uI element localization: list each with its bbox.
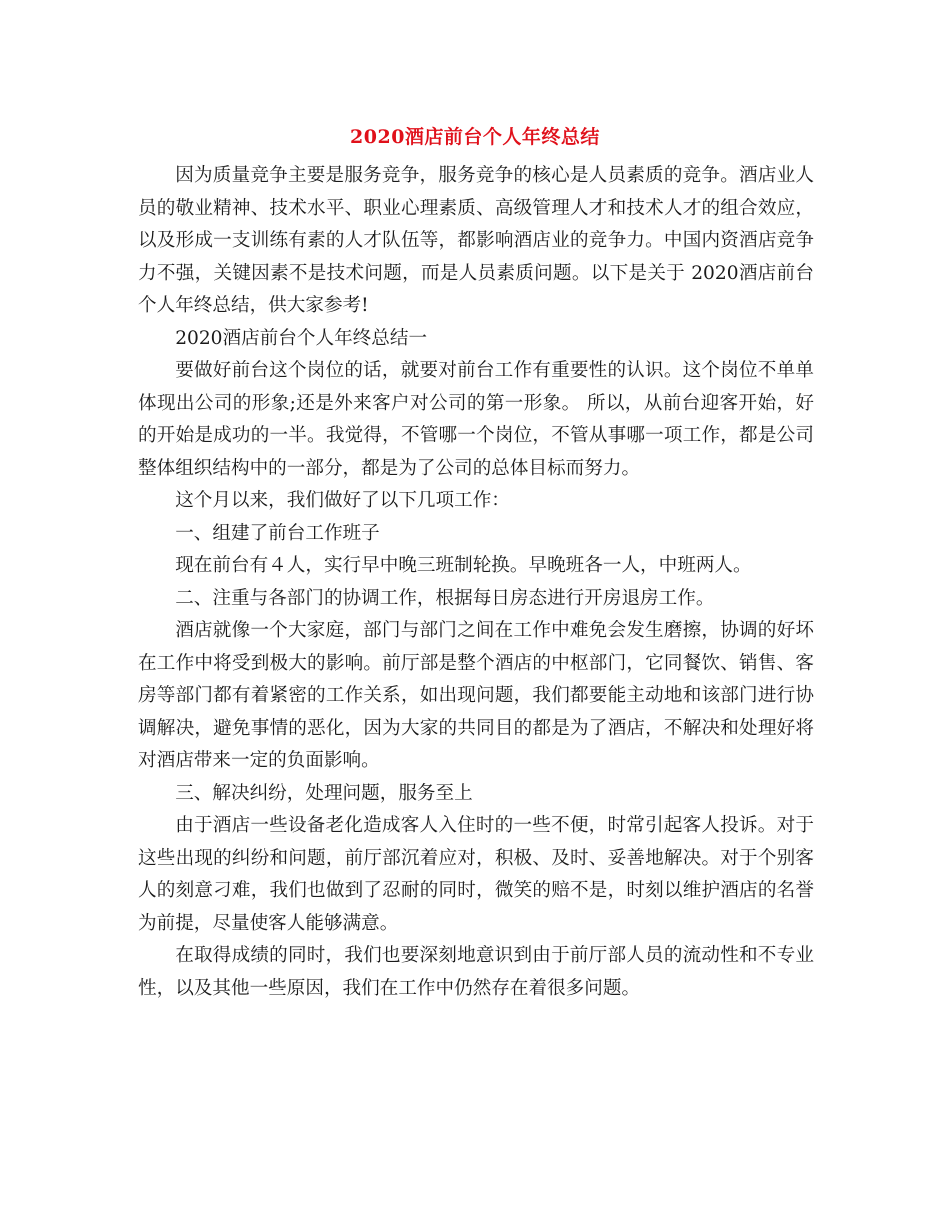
paragraph-intro: 因为质量竞争主要是服务竞争，服务竞争的核心是人员素质的竞争。酒店业人员的敬业精神、技术水平、职业心理素质、高级管理人才和技术人才的组合效应，以及形成一支训练有素的人才队伍等，都影响酒店业的竞争力。中国内资酒店竞争力不强，关键因素不是技术问题，而是人员素质问题。以下是关于 2020酒店前台个人年终总结，供大家参考!	[138, 165, 814, 316]
paragraph-work-intro: 这个月以来，我们做好了以下几项工作：	[175, 490, 510, 511]
paragraph-coordination: 酒店就像一个大家庭，部门与部门之间在工作中难免会发生磨擦，协调的好坏在工作中将受到极大的影响。前厅部是整个酒店的中枢部门，它同餐饮、销售、客房等部门都有着紧密的工作关系，如出现问题，我们都要能主动地和该部门进行协调解决，避免事情的恶化，因为大家的共同目的都是为了酒店，不解决和处理好将对酒店带来一定的负面影响。	[138, 620, 814, 771]
heading-item-two: 二、注重与各部门的协调工作，根据每日房态进行开房退房工作。	[175, 587, 715, 609]
heading-item-three: 三、解决纠纷，处理问题，服务至上	[175, 782, 473, 804]
paragraph-staffing: 现在前台有４人，实行早中晚三班制轮换。早晚班各一人，中班两人。	[175, 555, 752, 576]
document-title: 2020酒店前台个人年终总结	[350, 126, 600, 148]
document-body	[138, 160, 814, 1005]
heading-item-one: 一、组建了前台工作班子	[175, 522, 380, 544]
section-heading-summary-one: 2020酒店前台个人年终总结一	[175, 327, 428, 349]
paragraph-problems: 在取得成绩的同时，我们也要深刻地意识到由于前厅部人员的流动性和不专业性，以及其他一些原因，我们在工作中仍然存在着很多问题。	[138, 945, 814, 999]
paragraph-disputes: 由于酒店一些设备老化造成客人入住时的一些不便，时常引起客人投诉。对于这些出现的纠纷和问题，前厅部沉着应对，积极、及时、妥善地解决。对于个别客人的刻意刁难，我们也做到了忍耐的同时，微笑的赔不是，时刻以维护酒店的名誉为前提，尽量使客人能够满意。	[138, 815, 814, 934]
paragraph-front-desk-role: 要做好前台这个岗位的话，就要对前台工作有重要性的认识。这个岗位不单单体现出公司的形象;还是外来客户对公司的第一形象。 所以，从前台迎客开始，好的开始是成功的一半。我觉得，不管哪一个岗位，不管从事哪一项工作，都是公司整体组织结构中的一部分，都是为了公司的总体目标而努力。	[138, 360, 814, 479]
